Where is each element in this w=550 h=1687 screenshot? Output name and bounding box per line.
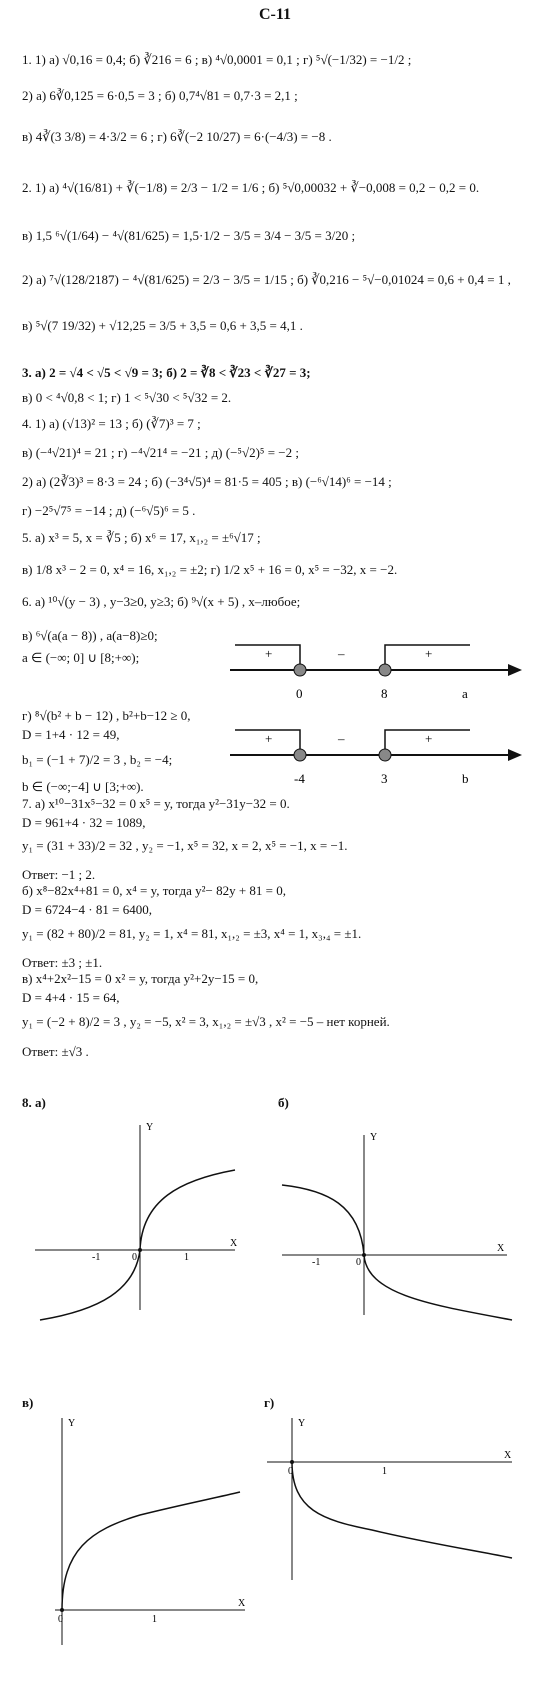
label-var: a <box>462 686 468 701</box>
number-line-a <box>230 630 530 705</box>
solution-line: 7. а) x¹⁰−31x⁵−32 = 0 x⁵ = y, тогда y²−31y−32 = 0. <box>22 796 290 811</box>
label-var: b <box>462 771 469 786</box>
graph-a <box>30 1110 255 1325</box>
solution-line: в) ⁶√(a(a − 8)) , a(a−8)≥0; <box>22 628 158 643</box>
sign-left: + <box>265 646 273 661</box>
label-p1: 0 <box>296 686 303 701</box>
tick-0: 0 <box>288 1466 293 1477</box>
curve <box>292 1462 512 1558</box>
graph-b <box>272 1125 517 1325</box>
sign-mid: – <box>338 731 345 746</box>
tick-0: 0 <box>132 1252 137 1263</box>
sign-right: + <box>425 731 433 746</box>
tick-minus1: -1 <box>312 1257 321 1268</box>
x-axis-label: X <box>497 1243 505 1254</box>
point-minus4 <box>294 749 306 761</box>
solution-line: в) (−⁴√21)⁴ = 21 ; г) −⁴√21⁴ = −21 ; д) (−⁵√2)⁵ = −2 ; <box>22 445 299 460</box>
sign-right: + <box>425 646 433 661</box>
point-3 <box>379 749 391 761</box>
solution-line: г) ⁸√(b² + b − 12) , b²+b−12 ≥ 0, <box>22 708 191 723</box>
point-8 <box>379 664 391 676</box>
sign-mid: – <box>338 646 345 661</box>
y-axis-label: Y <box>370 1132 378 1143</box>
label-p2: 3 <box>381 771 388 786</box>
tick-1: 1 <box>382 1466 387 1477</box>
graph-a-label: 8. а) <box>22 1095 46 1110</box>
solution-line: 6. а) ¹⁰√(y − 3) , y−3≥0, y≥3; б) ⁹√(x + 5) , x–любое; <box>22 594 301 609</box>
solution-line: в) 4∛(3 3/8) = 4·3/2 = 6 ; г) 6∛(−2 10/27) = 6·(−4/3) = −8 . <box>22 129 332 144</box>
solution-line: в) 1,5 ⁶√(1/64) − ⁴√(81/625) = 1,5·1/2 − 3/5 = 3/4 − 3/5 = 3/20 ; <box>22 228 356 243</box>
solution-line: D = 4+4 · 15 = 64, <box>22 990 120 1005</box>
solution-line: г) −2⁵√7⁵ = −14 ; д) (−⁶√5)⁶ = 5 . <box>22 503 196 518</box>
solution-line: y₁ = (82 + 80)/2 = 81, y₂ = 1, x⁴ = 81, x₁,₂ = ±3, x⁴ = 1, x₃,₄ = ±1. <box>22 926 362 941</box>
y-axis-label: Y <box>68 1418 76 1429</box>
solution-line: 4. 1) а) (√13)² = 13 ; б) (∛7)³ = 7 ; <box>22 416 201 431</box>
x-axis-label: X <box>504 1450 512 1461</box>
solution-line: в) ⁵√(7 19/32) + √12,25 = 3/5 + 3,5 = 0,6 + 3,5 = 4,1 . <box>22 318 303 333</box>
tick-0: 0 <box>58 1614 63 1625</box>
graph-d <box>262 1410 522 1590</box>
solution-line: 3. а) 2 = √4 < √5 < √9 = 3; б) 2 = ∛8 < ∛23 < ∛27 = 3; <box>22 365 311 380</box>
solution-line: 2) а) 6∛0,125 = 6·0,5 = 3 ; б) 0,7⁴√81 = 0,7·3 = 2,1 ; <box>22 88 298 103</box>
solution-line: Ответ: ±√3 . <box>22 1044 89 1059</box>
tick-1: 1 <box>152 1614 157 1625</box>
graph-c <box>30 1410 260 1655</box>
solution-line: b₁ = (−1 + 7)/2 = 3 , b₂ = −4; <box>22 752 173 767</box>
curve <box>40 1170 235 1320</box>
solution-line: Ответ: −1 ; 2. <box>22 867 96 882</box>
solution-line: 2) а) ⁷√(128/2187) − ⁴√(81/625) = 2/3 − 3/5 = 1/15 ; б) ∛0,216 − ⁵√−0,01024 = 0,6 + 0,4 = 1 , <box>22 272 511 287</box>
solution-line: в) x⁴+2x²−15 = 0 x² = y, тогда y²+2y−15 = 0, <box>22 971 259 986</box>
solution-line: D = 961+4 · 32 = 1089, <box>22 815 146 830</box>
solution-line: в) 1/8 x³ − 2 = 0, x⁴ = 16, x₁,₂ = ±2; г) 1/2 x⁵ + 16 = 0, x⁵ = −32, x = −2. <box>22 562 398 577</box>
point-0 <box>294 664 306 676</box>
y-axis-label: Y <box>298 1418 306 1429</box>
x-axis-label: X <box>230 1238 238 1249</box>
curve <box>62 1492 240 1610</box>
label-p2: 8 <box>381 686 388 701</box>
solution-line: D = 1+4 · 12 = 49, <box>22 727 120 742</box>
solution-line: a ∈ (−∞; 0] ∪ [8;+∞); <box>22 650 140 665</box>
solution-line: б) x⁸−82x⁴+81 = 0, x⁴ = y, тогда y²− 82y + 81 = 0, <box>22 883 286 898</box>
page-title: С-11 <box>259 6 291 23</box>
solution-line: D = 6724−4 · 81 = 6400, <box>22 902 152 917</box>
solution-line: y₁ = (31 + 33)/2 = 32 , y₂ = −1, x⁵ = 32, x = 2, x⁵ = −1, x = −1. <box>22 838 348 853</box>
solution-line: b ∈ (−∞;−4] ∪ [3;+∞). <box>22 779 144 794</box>
sign-left: + <box>265 731 273 746</box>
y-axis-label: Y <box>146 1122 154 1133</box>
label-p1: -4 <box>294 771 305 786</box>
graph-b-label: б) <box>278 1095 289 1110</box>
tick-0: 0 <box>356 1257 361 1268</box>
solution-line: в) 0 < ⁴√0,8 < 1; г) 1 < ⁵√30 < ⁵√32 = 2. <box>22 390 232 405</box>
solution-line: 2. 1) а) ⁴√(16/81) + ∛(−1/8) = 2/3 − 1/2 = 1/6 ; б) ⁵√0,00032 + ∛−0,008 = 0,2 − 0,2 = 0. <box>22 180 480 195</box>
number-line-b <box>230 715 530 790</box>
x-axis-label: X <box>238 1598 246 1609</box>
solution-line: Ответ: ±3 ; ±1. <box>22 955 103 970</box>
solution-line: 5. а) x³ = 5, x = ∛5 ; б) x⁶ = 17, x₁,₂ = ±⁶√17 ; <box>22 530 261 545</box>
solution-line: 2) а) (2∛3)³ = 8·3 = 24 ; б) (−3⁴√5)⁴ = 81·5 = 405 ; в) (−⁶√14)⁶ = −14 ; <box>22 474 392 489</box>
solution-line: y₁ = (−2 + 8)/2 = 3 , y₂ = −5, x² = 3, x₁,₂ = ±√3 , x² = −5 – нет корней. <box>22 1014 390 1029</box>
solution-line: 1. 1) а) √0,16 = 0,4; б) ∛216 = 6 ; в) ⁴√0,0001 = 0,1 ; г) ⁵√(−1/32) = −1/2 ; <box>22 52 412 67</box>
graph-c-label: в) <box>22 1395 34 1410</box>
tick-minus1: -1 <box>92 1252 101 1263</box>
graph-d-label: г) <box>264 1395 275 1410</box>
curve <box>282 1185 512 1320</box>
tick-1: 1 <box>184 1252 189 1263</box>
